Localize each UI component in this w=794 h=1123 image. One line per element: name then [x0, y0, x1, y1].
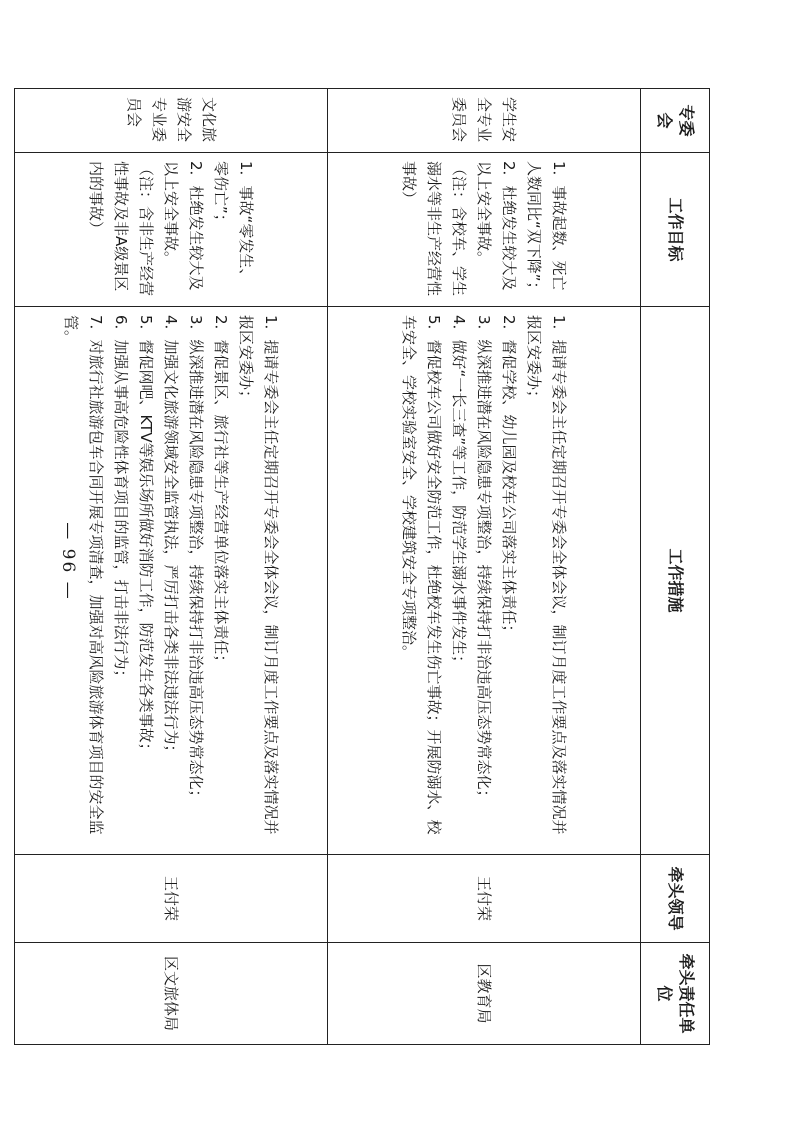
- measure-item: 6．加强从事高危险性体育项目的监管，打击非法行为；: [112, 315, 131, 685]
- header-goals: 工作目标: [641, 153, 710, 307]
- measure-item: 3．纵深推进潜在风险隐患专项整治，持续保持打非治违高压态势常态化；: [475, 315, 494, 805]
- measure-item: 3．纵深推进潜在风险隐患专项整治，持续保持打非治违高压态势常态化；: [187, 315, 206, 805]
- page-number: — 96 —: [58, 522, 78, 601]
- header-measures: 工作措施: [641, 307, 710, 855]
- committee-name: 学生安全专业委员会: [328, 89, 641, 153]
- goals-cell: [328, 153, 641, 307]
- measure-item: 4．加强文化旅游领域安全监管执法，严厉打击各类非法违法行为；: [162, 315, 181, 760]
- header-leader: 牵头领导: [641, 855, 710, 943]
- lead-unit: 区文旅体局: [15, 943, 328, 1045]
- header-committee: 专委会: [641, 89, 710, 153]
- lead-leader: 王付荣: [15, 855, 328, 943]
- measure-item: 2．督促学校、幼儿园及校车公司落实主体责任；: [500, 315, 519, 640]
- goal-item: 2．杜绝发生较大及以上安全事故。（注：含非生产经营性事故及非A级景区内的事故）: [87, 161, 206, 297]
- responsibility-table: [14, 88, 710, 1045]
- measure-item: 5．督促网吧、KTV等娱乐场所做好消防工作，防范发生各类事故；: [137, 315, 156, 758]
- measure-item: 2．督促景区、旅行社等生产经营单位落实主体责任；: [212, 315, 231, 670]
- committee-name: 文化旅游安全专业委员会: [15, 89, 328, 153]
- lead-leader: 王付荣: [328, 855, 641, 943]
- goal-item: 1．事故起数、死亡人数同比“双下降”；: [525, 161, 569, 297]
- measures-cell: [328, 307, 641, 855]
- header-unit: 牵头责任单位: [641, 943, 710, 1045]
- lead-unit: 区教育局: [328, 943, 641, 1045]
- goal-item: 1．事故“零发生、零伤亡”；: [212, 161, 256, 284]
- measure-item: 1．提请专委会主任定期召开专委会全体会议，制订月度工作要点及落实情况并报区安委办；: [237, 315, 281, 835]
- measure-item: 1．提请专委会主任定期召开专委会全体会议，制订月度工作要点及落实情况并报区安委办；: [525, 315, 569, 835]
- measure-item: 5．督促校车公司做好安全防范工作，杜绝校车发生伤亡事故；开展防溺水、校车安全、学校实验室安全、学校建筑安全专项整治。: [400, 315, 444, 835]
- measure-item: 7．对旅行社旅游包车合同开展专项清查，加强对高风险旅游体育项目的安全监管。: [62, 315, 106, 835]
- table-row: [328, 89, 641, 1045]
- measure-item: 4．做好“一长三查”等工作，防范学生溺水事件发生；: [450, 315, 469, 671]
- goal-item: 2．杜绝发生较大及以上安全事故。（注：含校车、学生溺水等非生产经营性事故）: [400, 161, 519, 297]
- table-header-row: [641, 89, 710, 1045]
